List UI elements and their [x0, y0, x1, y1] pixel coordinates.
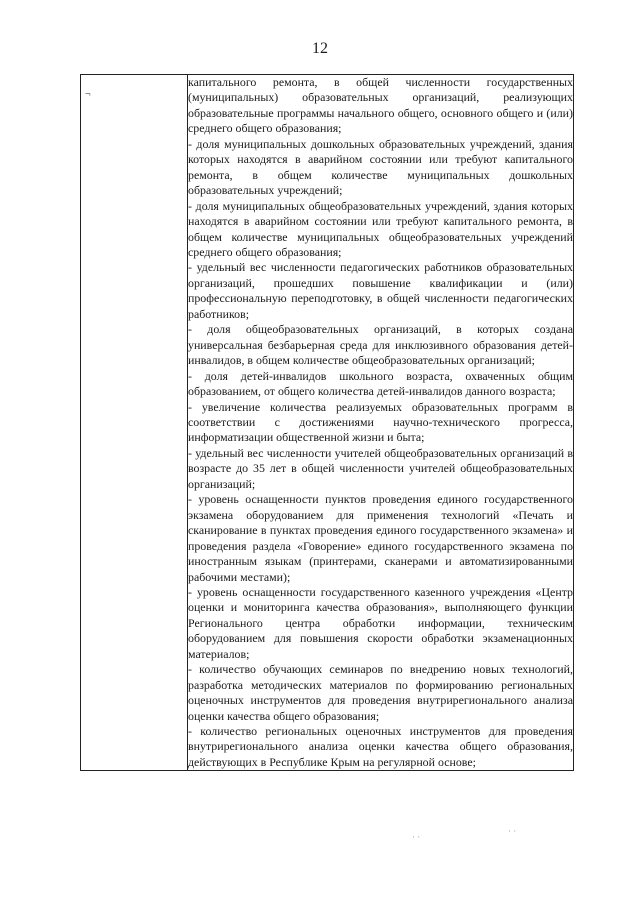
- indicator-item: - доля общеобразовательных организаций, в которых создана универсальная безбарьерная среда для инклюзивного образования детей-инвалидов, в общем количестве общеобразовательных организаций;: [188, 322, 573, 368]
- table-row: [81, 75, 574, 771]
- indicator-item: - доля муниципальных дошкольных образовательных учреждений, здания которых находятся в аварийном состоянии или требуют капитального ремонта, в общем количестве муниципальных дошкольных образовательных учреждений;: [188, 136, 573, 198]
- indicator-item: - уровень оснащенности пунктов проведения единого государственного экзамена оборудованием для применения технологий «Печать и сканирование в пунктах проведения единого государственного экзамена» и проведения раздела «Говорение» единого государственного экзамена по иностранным языкам (принтерами, сканерами и автоматизированными рабочими местами);: [188, 492, 573, 584]
- scan-mark: ¬: [85, 89, 91, 100]
- indicator-item: - количество региональных оценочных инструментов для проведения внутрирегионального анализа оценки качества общего образования, действующих в Республике Крым на регулярной основе;: [188, 724, 573, 769]
- indicator-item: - количество обучающих семинаров по внедрению новых технологий, разработка методических материалов по формированию региональных оценочных инструментов для проведения внутрирегионального анализа оценки качества общего образования;: [188, 662, 573, 723]
- indicator-item: - доля детей-инвалидов школьного возраста, охваченных общим образованием, от общего количества детей-инвалидов данного возраста;: [188, 368, 573, 399]
- left-column-cell: [81, 75, 188, 771]
- indicator-item: - удельный вес численности учителей общеобразовательных организаций в возрасте до 35 лет в общей численности учителей общеобразовательных организаций;: [188, 445, 573, 491]
- indicators-table: [80, 74, 574, 771]
- indicator-item: - доля муниципальных общеобразовательных учреждений, здания которых находятся в аварийном состоянии или требуют капитального ремонта, в общем количестве муниципальных общеобразовательных учреждений среднего общего образования;: [188, 198, 573, 259]
- scan-speck: · ·: [412, 832, 421, 842]
- indicator-item: - уровень оснащенности государственного казенного учреждения «Центр оценки и мониторинга качества образования», выполняющего функции Регионального центра обработки информации, техническим оборудованием для повышения скорости обработки экзаменационных материалов;: [188, 584, 573, 661]
- indicator-item: - удельный вес численности педагогических работников образовательных организаций, прошедших повышение квалификации и (или) профессиональную переподготовку, в общей численности педагогических работников;: [188, 260, 573, 321]
- indicator-item: - увеличение количества реализуемых образовательных программ в соответствии с достижениями научно-технического прогресса, информатизации общественной жизни и быта;: [188, 399, 573, 445]
- indicators-cell: [188, 75, 574, 771]
- indicator-item: капитального ремонта, в общей численности государственных (муниципальных) образовательных организаций, реализующих образовательные программы начального общего, основного общего и (или) среднего общего образования;: [188, 75, 573, 136]
- page-number: 12: [312, 40, 328, 57]
- scan-speck: · ·: [508, 826, 517, 836]
